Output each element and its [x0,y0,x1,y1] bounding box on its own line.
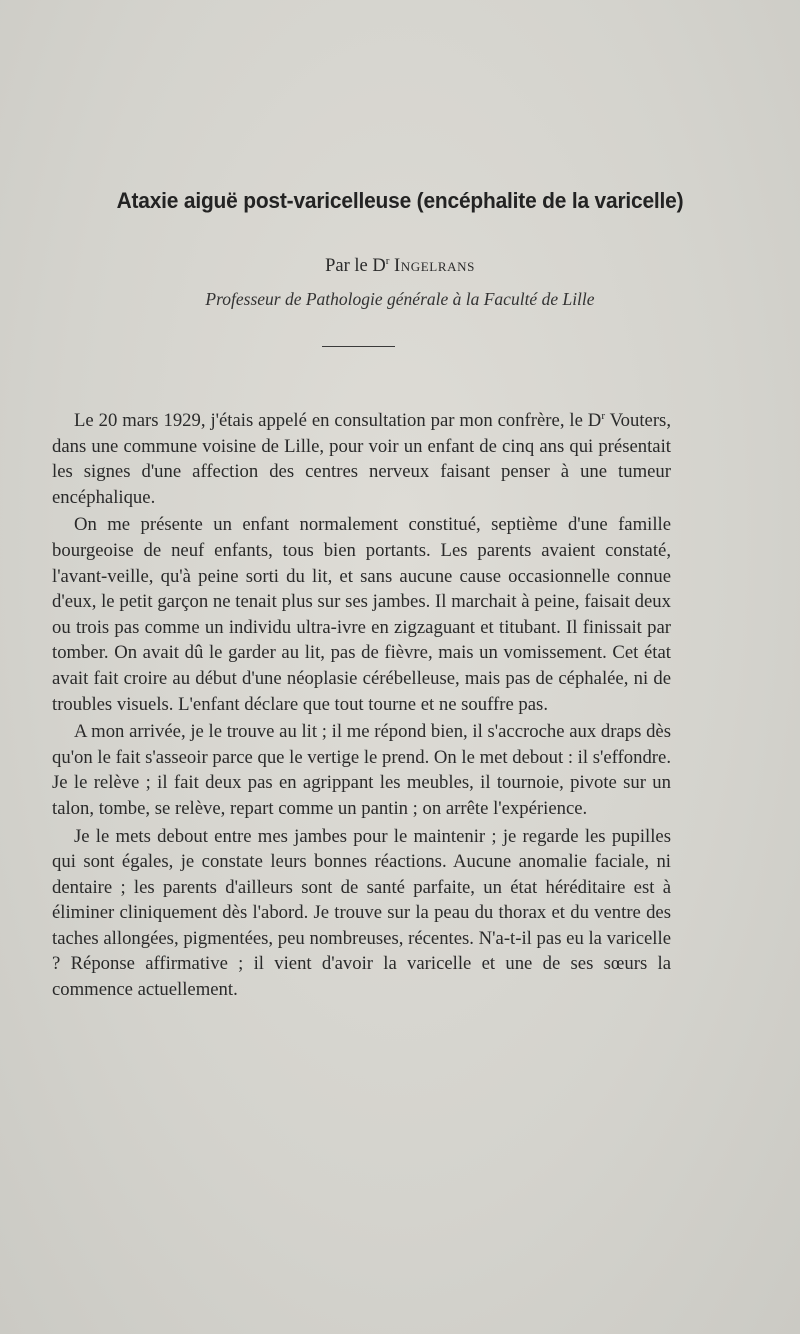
byline-title-superscript: r [385,255,390,267]
paragraph-1 [52,404,671,510]
article-body [52,404,671,1003]
author-affiliation: Professeur de Pathologie générale à la Faculté de Lille [205,289,595,309]
byline-prefix: Par le D [325,256,386,276]
paragraph-4: Je le mets debout entre mes jambes pour le maintenir ; je regarde les pupilles qui sont égales, je constate leurs bonnes réactions. Aucune anomalie faciale, ni dentaire ; les parents d'ailleurs sont de santé parfaite, un état héréditaire est à éliminer cliniquement dès l'abord. Je trouve sur la peau du thorax et du ventre des taches allongées, pigmentées, peu nombreuses, récentes. N'a-t-il pas eu la varicelle ? Réponse affirmative ; il vient d'avoir la varicelle et une de ses sœurs la commence actuellement. [52,825,671,1001]
paragraph-1-part-b: Vouters, dans une commune voisine de Lille, pour voir un enfant de cinq ans qui présentait les signes d'une affection des centres nerveux faisant penser à une tumeur encéphalique. [52,410,671,508]
paragraph-3: A mon arrivée, je le trouve au lit ; il me répond bien, il s'accroche aux draps dès qu'on le fait s'asseoir parce que le vertige le prend. On le met debout : il s'effondre. Je le relève ; il fait deux pas en agrippant les meubles, il tournoie, pivote sur un talon, tombe, se relève, repart comme un pantin ; on arrête l'expérience. [52,721,671,819]
paragraph-2: On me présente un enfant normalement constitué, septième d'une famille bourgeoise de neuf enfants, tous bien portants. Les parents avaient constaté, l'avant-veille, qu'à peine sorti du lit, et sans aucune cause occasionnelle connue d'eux, le petit garçon ne tenait plus sur ses jambes. Il marchait à peine, faisait deux ou trois pas comme un individu ultra-ivre en zigzaguant et titubant. Il finissait par tomber. On avait dû le garder au lit, pas de fièvre, mais un vomissement. Cet état avait fait croire au début d'une néoplasie cérébelleuse, mais pas de céphalée, ni de troubles visuels. L'enfant déclare que tout tourne et ne souffre pas. [52,514,671,715]
byline [0,255,800,277]
article-title: Ataxie aiguë post-varicelleuse (encéphalite de la varicelle) [116,188,684,213]
separator-rule [322,346,395,347]
author-name: Ingelrans [394,256,475,276]
paragraph-1-superscript: r [601,410,605,422]
paragraph-1-part-a: Le 20 mars 1929, j'étais appelé en consultation par mon confrère, le D [74,410,602,431]
